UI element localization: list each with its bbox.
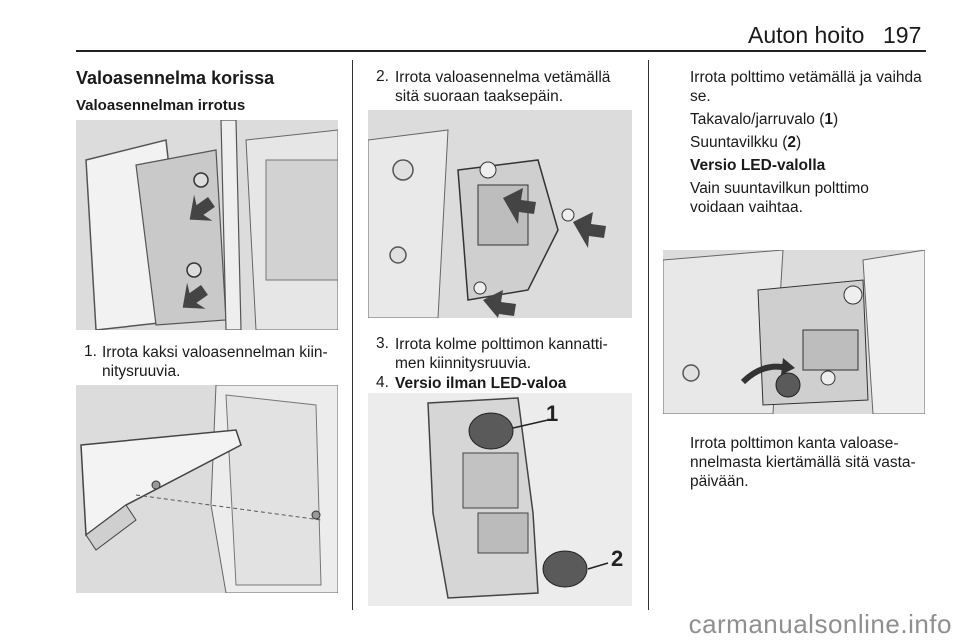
para-led-version: Versio LED-valolla	[690, 157, 826, 174]
turn-signal-end: )	[795, 134, 802, 151]
para-tail-light	[690, 110, 838, 129]
tail-light-ref: 1	[824, 111, 834, 128]
step-4-text: Versio ilman LED-valoa	[395, 375, 567, 392]
step-2-number: 2.	[376, 68, 389, 85]
illustration-lamp-housing	[368, 110, 632, 318]
para-pull-bulb: Irrota polttimo vetämällä ja vaihda se.	[690, 69, 922, 105]
column-divider-2	[648, 60, 649, 610]
section-heading: Valoasennelma korissa	[76, 68, 275, 88]
column-divider-1	[352, 60, 353, 610]
para-turn-signal	[690, 133, 801, 152]
turn-signal-ref: 2	[787, 134, 796, 151]
step-3-text: Irrota kolme polttimon kannatti- men kiinnitysruuvia.	[395, 336, 608, 372]
tail-light-end: )	[833, 111, 839, 128]
subsection-heading: Valoasennelman irrotus	[76, 97, 246, 114]
page-number: 197	[883, 22, 922, 48]
para-rotate-socket: Irrota polttimon kanta valoase- nnelmasta kiertämällä sitä vasta- päivään.	[690, 435, 916, 490]
para-led-note: Vain suuntavilkun polttimo voidaan vaihtaa.	[690, 180, 869, 216]
callout-2: 2	[611, 546, 624, 571]
step-3-number: 3.	[376, 335, 389, 352]
running-header-title: Auton hoito	[748, 22, 865, 48]
step-2-text: Irrota valoasennelma vetämällä sitä suoraan taaksepäin.	[395, 69, 611, 105]
tail-light-label: Takavalo/jarruvalo (	[690, 111, 825, 128]
turn-signal-label: Suuntavilkku (	[690, 134, 788, 151]
step-1-text: Irrota kaksi valoasennelman kiin- nitysruuvia.	[102, 344, 328, 380]
illustration-bulb-holder	[368, 393, 632, 606]
watermark-url[interactable]: carmanualsonline.info	[688, 609, 952, 639]
illustration-led-housing	[663, 250, 925, 414]
callout-1: 1	[546, 401, 559, 426]
illustration-pull-assembly	[76, 385, 338, 593]
step-1-number: 1.	[84, 343, 97, 360]
step-4-number: 4.	[376, 374, 389, 391]
illustration-screws	[76, 120, 338, 330]
header-rule	[76, 50, 926, 52]
